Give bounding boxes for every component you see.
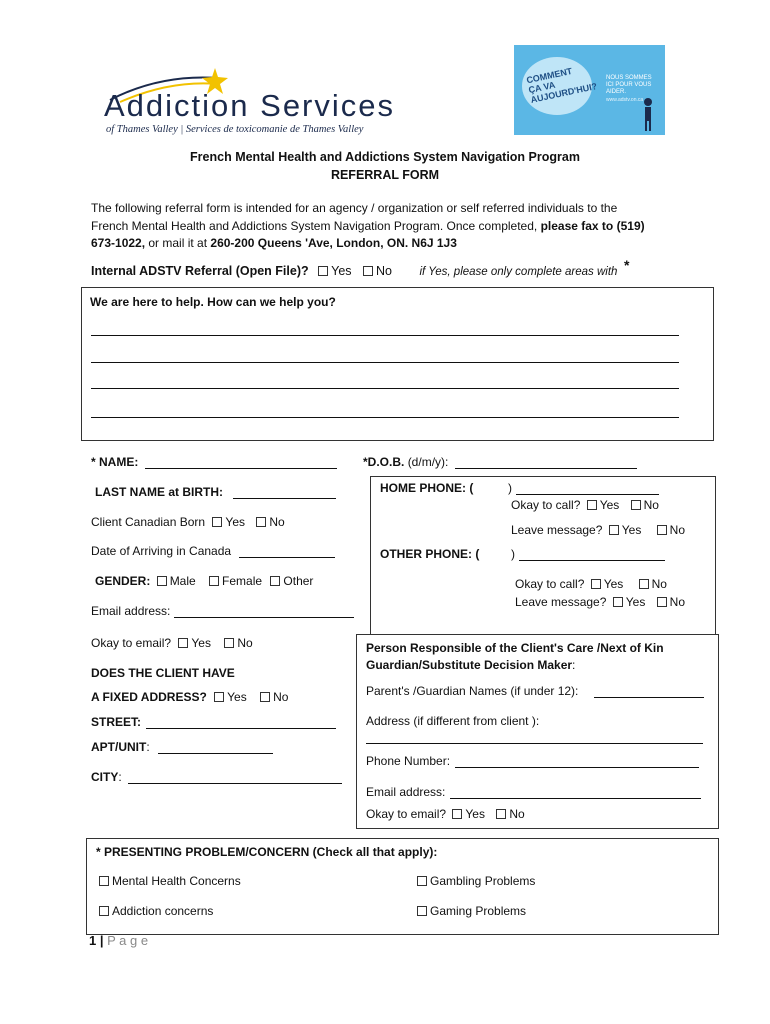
guardian-title-2-row: [366, 658, 575, 672]
home-leave-msg-label: Leave message?: [511, 523, 603, 537]
gender-row: [95, 574, 313, 588]
other-leave-msg-row: [515, 595, 685, 609]
ok-email-label: Okay to email?: [91, 636, 172, 650]
logo-text: Addiction Services: [104, 88, 396, 123]
internal-referral-row: [91, 257, 691, 278]
city-field[interactable]: [128, 783, 342, 784]
canadian-born-row: [91, 515, 285, 529]
other-ok-call-yes-checkbox[interactable]: [591, 579, 601, 589]
home-phone-field[interactable]: [516, 494, 659, 495]
other-phone-field[interactable]: [519, 560, 665, 561]
street-field[interactable]: [146, 728, 336, 729]
guardian-ok-email-no-label: No: [509, 807, 525, 821]
street-label: STREET:: [91, 715, 142, 729]
help-box: [81, 287, 714, 441]
fixed-address-question-2: A FIXED ADDRESS?: [91, 690, 207, 704]
other-leave-msg-label: Leave message?: [515, 595, 607, 609]
person-icon: [638, 97, 658, 133]
dob-row: [363, 455, 448, 469]
guardian-ok-email-no-checkbox[interactable]: [496, 809, 506, 819]
help-line-2[interactable]: [91, 362, 679, 363]
gender-male-checkbox[interactable]: [157, 576, 167, 586]
guardian-address-field[interactable]: [366, 743, 703, 744]
logo: [100, 66, 396, 138]
dob-label: *D.O.B.: [363, 455, 405, 469]
intro-text-2: or mail it at: [145, 236, 211, 250]
home-ok-call-yes-label: Yes: [599, 498, 620, 512]
ok-email-no-label: No: [237, 636, 253, 650]
apt-label: APT/UNIT: [91, 740, 147, 754]
guardian-address-label: Address (if different from client ):: [366, 714, 540, 728]
fixed-address-question-1: DOES THE CLIENT HAVE: [91, 666, 235, 680]
intro-line-2: [91, 218, 691, 236]
gender-label: GENDER:: [95, 574, 151, 588]
presenting-item-mental-health[interactable]: [99, 874, 241, 888]
dob-format: (d/m/y):: [407, 455, 449, 469]
other-phone-label: OTHER PHONE: (: [380, 547, 480, 561]
other-leave-msg-no-label: No: [669, 595, 686, 609]
fax-number-cont: 673-1022,: [91, 236, 146, 250]
guardian-email-label: Email address:: [366, 785, 446, 799]
home-ok-call-no-label: No: [643, 498, 659, 512]
other-phone-close: ): [511, 547, 515, 561]
intro-paragraph: [91, 200, 691, 253]
canadian-born-no-checkbox[interactable]: [256, 517, 266, 527]
home-ok-call-yes-checkbox[interactable]: [587, 500, 597, 510]
last-name-birth-field[interactable]: [233, 498, 336, 499]
guardian-ok-email-row: [366, 807, 525, 821]
home-leave-msg-no-label: No: [669, 523, 686, 537]
name-field[interactable]: [145, 468, 337, 469]
internal-yes-label: Yes: [331, 264, 352, 278]
badge-text: COMMENT ÇA VA AUJOURD'HUI?: [525, 65, 598, 105]
guardian-email-field[interactable]: [450, 798, 701, 799]
city-label: CITY: [91, 770, 119, 784]
other-ok-call-no-checkbox[interactable]: [639, 579, 649, 589]
home-ok-call-row: [511, 498, 659, 512]
internal-asterisk: *: [623, 257, 630, 273]
internal-yes-checkbox[interactable]: [318, 266, 328, 276]
apt-row: [91, 740, 150, 754]
addiction-checkbox[interactable]: [99, 906, 109, 916]
home-leave-msg-yes-checkbox[interactable]: [609, 525, 619, 535]
badge-side-text: NOUS SOMMES ICI POUR VOUS AIDER.: [606, 75, 652, 95]
ok-email-yes-label: Yes: [191, 636, 211, 650]
home-phone-close: ): [508, 481, 512, 495]
gaming-checkbox[interactable]: [417, 906, 427, 916]
presenting-item-addiction[interactable]: [99, 904, 213, 918]
presenting-title: * PRESENTING PROBLEM/CONCERN (Check all that apply):: [96, 845, 438, 859]
email-label: Email address:: [91, 604, 171, 618]
last-name-birth-label: LAST NAME at BIRTH:: [95, 485, 223, 499]
help-line-4[interactable]: [91, 417, 679, 418]
presenting-problem-box: [86, 838, 719, 935]
page-footer: [89, 933, 148, 948]
mail-address: 260-200 Queens 'Ave, London, ON. N6J 1J3: [210, 236, 457, 250]
help-label: We are here to help. How can we help you?: [90, 295, 336, 309]
mental-health-checkbox[interactable]: [99, 876, 109, 886]
internal-referral-label: Internal ADSTV Referral (Open File)?: [91, 264, 309, 278]
other-leave-msg-no-checkbox[interactable]: [657, 597, 667, 607]
other-ok-call-row: [515, 577, 667, 591]
other-ok-call-no-label: No: [651, 577, 667, 591]
email-field[interactable]: [174, 617, 354, 618]
guardian-ok-email-yes-label: Yes: [465, 807, 485, 821]
home-leave-msg-no-checkbox[interactable]: [657, 525, 667, 535]
home-leave-msg-yes-label: Yes: [621, 523, 642, 537]
canadian-born-yes-label: Yes: [225, 515, 245, 529]
internal-no-label: No: [376, 264, 392, 278]
fax-number: please fax to (519): [540, 218, 645, 233]
internal-note: if Yes, please only complete areas with: [419, 266, 618, 278]
internal-no-checkbox[interactable]: [363, 266, 373, 276]
apt-colon: :: [146, 740, 150, 754]
intro-line-1: The following referral form is intended for an agency / organization or self referred individuals to the: [91, 201, 618, 215]
ok-email-no-checkbox[interactable]: [224, 638, 234, 648]
badge-url: www.adstv.on.ca: [606, 97, 644, 103]
page-number: 1: [89, 933, 97, 948]
fixed-address-no-checkbox[interactable]: [260, 692, 270, 702]
arriving-field[interactable]: [239, 557, 335, 558]
city-row: [91, 770, 122, 784]
right-column-right-rule: [715, 476, 716, 634]
page-title: French Mental Health and Addictions System Navigation Program: [190, 150, 580, 164]
gender-female-checkbox[interactable]: [209, 576, 219, 586]
help-line-3[interactable]: [91, 388, 679, 389]
city-colon: :: [118, 770, 122, 784]
intro-line-3: [91, 235, 691, 253]
gambling-label: Gambling Problems: [430, 874, 536, 888]
mental-health-label: Mental Health Concerns: [112, 874, 241, 888]
ok-email-yes-checkbox[interactable]: [178, 638, 188, 648]
canadian-born-no-label: No: [269, 515, 285, 529]
guardian-box: [356, 634, 719, 829]
ok-email-row: [91, 636, 253, 650]
gender-other-label: Other: [283, 574, 314, 588]
guardian-phone-label: Phone Number:: [366, 754, 451, 768]
guardian-parents-field[interactable]: [594, 697, 704, 698]
gaming-label: Gaming Problems: [430, 904, 527, 918]
guardian-parents-label: Parent's /Guardian Names (if under 12):: [366, 684, 579, 698]
other-ok-call-label: Okay to call?: [515, 577, 585, 591]
home-phone-label: HOME PHONE: (: [380, 481, 474, 495]
name-label: * NAME:: [91, 455, 139, 469]
addiction-label: Addiction concerns: [112, 904, 214, 918]
column-divider: [370, 476, 371, 634]
other-leave-msg-yes-label: Yes: [625, 595, 646, 609]
dob-field[interactable]: [455, 468, 637, 469]
form-title: REFERRAL FORM: [330, 168, 440, 182]
intro-text: French Mental Health and Addictions System Navigation Program. Once completed,: [91, 218, 541, 233]
logo-subtitle: of Thames Valley | Services de toxicomanie de Thames Valley: [106, 124, 364, 135]
arriving-label: Date of Arriving in Canada: [91, 544, 232, 558]
page-sep: |: [96, 933, 108, 948]
guardian-ok-email-label: Okay to email?: [366, 807, 447, 821]
home-leave-msg-row: [511, 523, 685, 537]
gambling-checkbox[interactable]: [417, 876, 427, 886]
page-word: P a g e: [107, 933, 149, 948]
guardian-title-1: Person Responsible of the Client's Care /Next of Kin: [366, 641, 664, 655]
fixed-address-no-label: No: [273, 690, 289, 704]
right-column-top-rule: [370, 476, 715, 477]
gender-female-label: Female: [222, 574, 263, 588]
home-ok-call-label: Okay to call?: [511, 498, 581, 512]
fixed-address-yes-label: Yes: [227, 690, 247, 704]
guardian-phone-field[interactable]: [455, 767, 699, 768]
fixed-address-row: [91, 690, 288, 704]
apt-field[interactable]: [158, 753, 273, 754]
guardian-colon: :: [572, 658, 576, 672]
home-ok-call-no-checkbox[interactable]: [631, 500, 641, 510]
fixed-address-yes-checkbox[interactable]: [214, 692, 224, 702]
gender-male-label: Male: [169, 574, 196, 588]
guardian-title-2: Guardian/Substitute Decision Maker: [366, 658, 573, 672]
presenting-item-gambling[interactable]: [417, 874, 535, 888]
canadian-born-yes-checkbox[interactable]: [212, 517, 222, 527]
guardian-ok-email-yes-checkbox[interactable]: [452, 809, 462, 819]
gender-other-checkbox[interactable]: [270, 576, 280, 586]
help-line-1[interactable]: [91, 335, 679, 336]
canadian-born-label: Client Canadian Born: [91, 515, 206, 529]
presenting-item-gaming[interactable]: [417, 904, 526, 918]
campaign-badge: [514, 45, 665, 135]
other-ok-call-yes-label: Yes: [603, 577, 624, 591]
other-leave-msg-yes-checkbox[interactable]: [613, 597, 623, 607]
